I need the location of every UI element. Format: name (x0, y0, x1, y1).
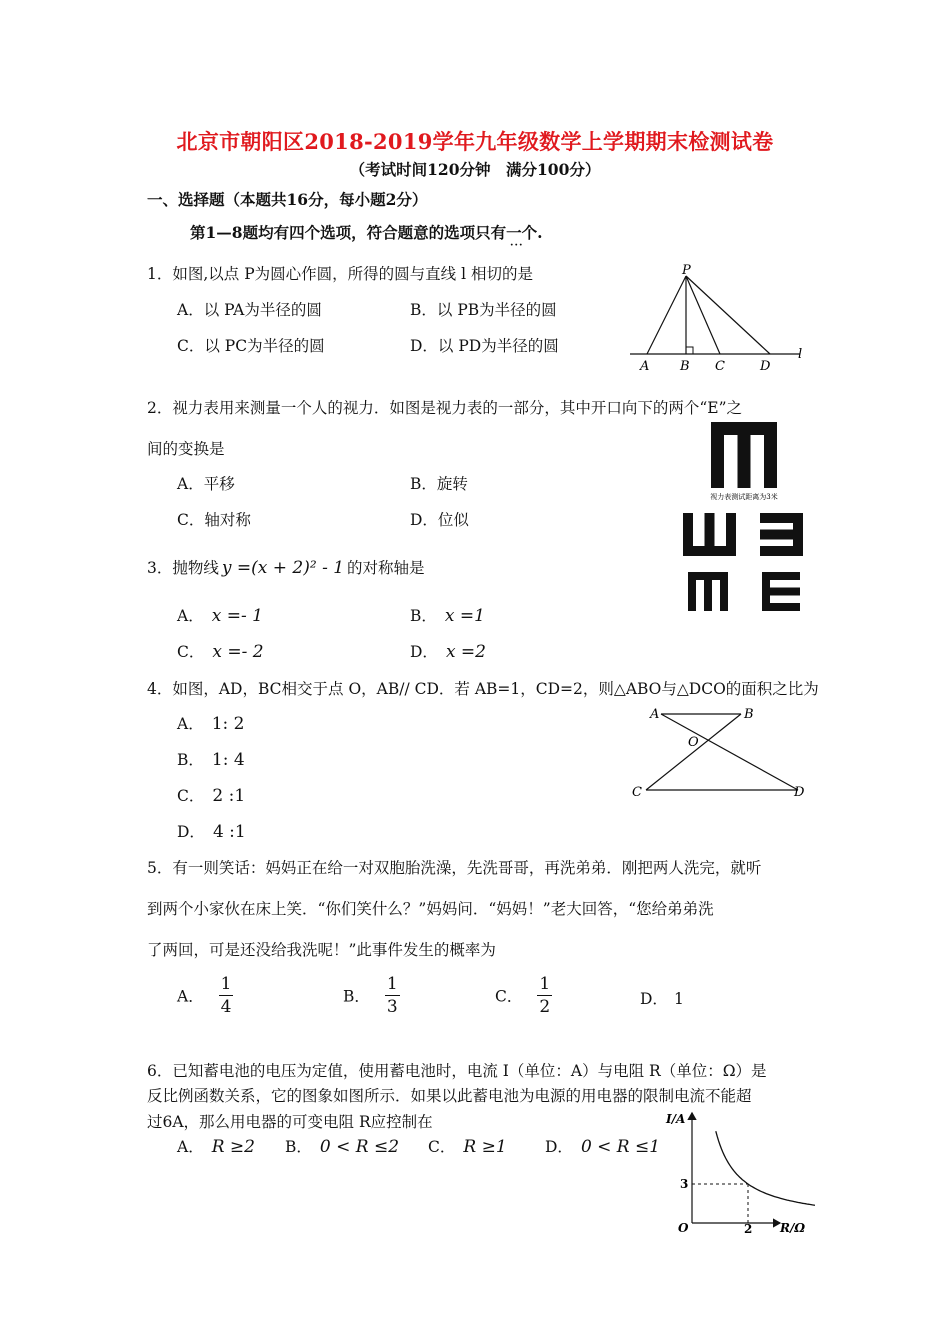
e-down-small-icon (688, 572, 728, 611)
page-title: 北京市朝阳区2018-2019学年九年级数学上学期期末检测试卷 (176, 129, 774, 154)
eye-chart-caption: 视力表测试距离为3米 (710, 493, 778, 501)
q6-line1: 6．已知蓄电池的电压为定值，使用蓄电池时，电流 I（单位：A）与电阻 R（单位：Ω）是 (147, 1062, 767, 1080)
label-a: A (640, 359, 650, 374)
q6-option-c: C． R ≥1 (428, 1137, 507, 1157)
e-down-large-icon (711, 422, 777, 488)
q6-line3: 过6A，那么用电器的可变电阻 R应控制在 (147, 1113, 433, 1131)
e-up-icon (683, 513, 736, 556)
q1-option-c: C．以 PC为半径的圆 (177, 337, 325, 355)
q3-formula: y =(x + 2)² - 1 (221, 558, 345, 578)
q5-option-b: B． $\frac{1}{3}$ (343, 974, 398, 1017)
origin-label: O (678, 1221, 689, 1235)
q6-option-d: D． 0 < R ≤1 (545, 1137, 661, 1157)
q5-line1: 5．有一则笑话：妈妈正在给一对双胞胎洗澡，先洗哥哥，再洗弟弟．刚把两人洗完，就听 (147, 859, 762, 877)
label-l: l (798, 347, 803, 362)
y-axis-label: I/A (666, 1112, 686, 1126)
q5-line2: 到两个小家伙在床上笑．“你们笑什么？”妈妈问．“妈妈！”老大回答，“您给弟弟洗 (147, 900, 714, 918)
q1-option-a: A．以 PA为半径的圆 (177, 301, 322, 319)
q3-option-c: C． x =- 2 (177, 642, 264, 662)
q1-option-b: B．以 PB为半径的圆 (410, 301, 557, 319)
q3-stem: 3．抛物线 y =(x + 2)² - 1 的对称轴是 (147, 558, 425, 578)
label-o: O (688, 735, 699, 750)
q6-graph (660, 1105, 815, 1237)
label-d: D (794, 785, 805, 800)
e-right-icon (762, 572, 800, 611)
q5-option-c: C． $\frac{1}{2}$ (495, 974, 551, 1017)
q2-option-c: C．轴对称 (177, 511, 251, 529)
label-a: A (650, 707, 660, 722)
section-note: 第1—8题均有四个选项，符合题意的选项只有一个. (190, 223, 543, 242)
q2-option-a: A．平移 (177, 475, 235, 493)
y-tick-label: 3 (680, 1177, 689, 1191)
q2-option-d: D．位似 (410, 511, 469, 529)
q5-option-d: D． 1 (640, 990, 684, 1008)
q6-option-a: A． R ≥2 (177, 1137, 255, 1157)
q5-line3: 了两回，可是还没给我洗呢！”此事件发生的概率为 (147, 941, 496, 959)
q4-option-c: C． 2 :1 (177, 786, 246, 806)
label-p: P (682, 263, 691, 278)
q1-stem: 1．如图,以点 P为圆心作圆，所得的圆与直线 l 相切的是 (147, 265, 533, 283)
q4-option-a: A． 1: 2 (177, 714, 245, 734)
q4-figure (626, 702, 816, 806)
label-c: C (632, 785, 642, 800)
eye-chart-figure (678, 422, 810, 614)
q3-option-d: D． x =2 (410, 642, 486, 662)
q4-option-d: D． 4 :1 (177, 822, 246, 842)
q4-option-b: B． 1: 4 (177, 750, 245, 770)
q1-figure (620, 262, 820, 377)
label-b: B (680, 359, 690, 374)
q1-option-d: D．以 PD为半径的圆 (410, 337, 559, 355)
q2-option-b: B．旋转 (410, 475, 468, 493)
exam-time-info: （考试时间120分钟 满分100分） (349, 160, 601, 179)
q2-stem-line2: 间的变换是 (147, 440, 225, 458)
label-d: D (760, 359, 771, 374)
q5-option-a: A． $\frac{1}{4}$ (177, 974, 232, 1017)
q3-option-a: A． x =- 1 (177, 606, 263, 626)
inverse-curve (716, 1131, 815, 1205)
q2-stem-line1: 2．视力表用来测量一个人的视力．如图是视力表的一部分，其中开口向下的两个“E”之 (147, 399, 743, 417)
q3-option-b: B． x =1 (410, 606, 485, 626)
label-b: B (744, 707, 754, 722)
e-left-icon (760, 513, 803, 556)
emphasis-dots: · · · (510, 240, 523, 251)
q4-stem: 4．如图，AD，BC相交于点 O，AB// CD．若 AB=1，CD=2，则△ABO与△DCO的面积之比为 (147, 680, 819, 698)
q6-option-b: B． 0 < R ≤2 (285, 1137, 400, 1157)
section-heading: 一、选择题（本题共16分，每小题2分） (147, 190, 428, 209)
x-tick-label: 2 (744, 1222, 753, 1236)
x-axis-label: R/Ω (780, 1221, 806, 1235)
q6-line2: 反比例函数关系，它的图象如图所示．如果以此蓄电池为电源的用电器的限制电流不能超 (147, 1087, 752, 1105)
label-c: C (715, 359, 725, 374)
